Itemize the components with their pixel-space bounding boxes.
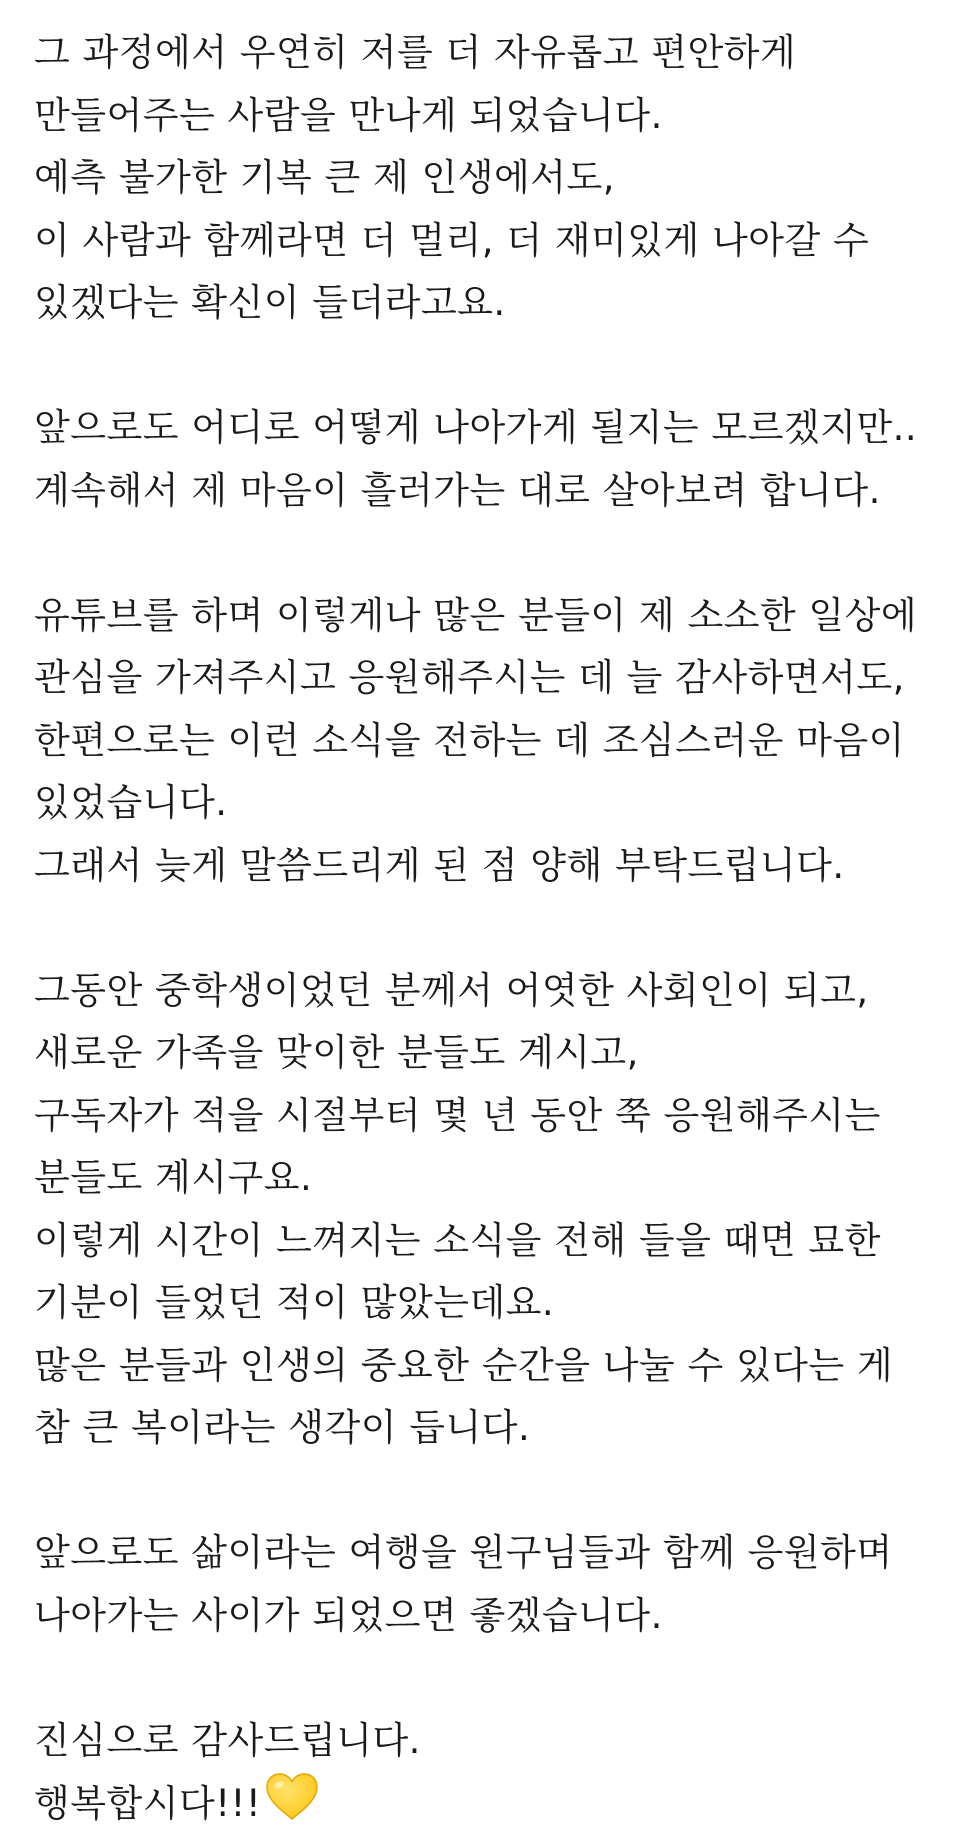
text-line: 많은 분들과 인생의 중요한 순간을 나눌 수 있다는 게	[34, 1343, 894, 1387]
text-line: 유튜브를 하며 이렇게나 많은 분들이 제 소소한 일상에	[34, 593, 918, 637]
text-line: 그동안 중학생이었던 분께서 어엿한 사회인이 되고,	[34, 968, 869, 1012]
paragraph-3	[34, 585, 954, 898]
paragraph-gap	[34, 335, 954, 398]
closing-text: 행복합시다!!!	[34, 1782, 262, 1825]
paragraph-5	[34, 1522, 954, 1647]
text-line: 앞으로도 삶이라는 여행을 원구님들과 함께 응원하며	[34, 1531, 893, 1574]
text-line: 분들도 계시구요.	[34, 1156, 313, 1199]
text-line: 진심으로 감사드립니다.	[34, 1718, 421, 1762]
paragraph-1	[34, 22, 954, 335]
paragraph-4	[34, 960, 954, 1460]
text-line: 만들어주는 사람을 만나게 되었습니다.	[34, 93, 663, 137]
paragraph-6	[34, 1710, 954, 1835]
text-line: 나아가는 사이가 되었으면 좋겠습니다.	[34, 1593, 663, 1637]
text-line: 이 사람과 함께라면 더 멀리, 더 재미있게 나아갈 수	[34, 218, 870, 262]
text-line: 이렇게 시간이 느껴지는 소식을 전해 들을 때면 묘한	[34, 1218, 881, 1262]
text-line: 예측 불가한 기복 큰 제 인생에서도,	[34, 156, 615, 199]
text-line: 기분이 들었던 적이 많았는데요.	[34, 1281, 555, 1324]
text-line: 한편으로는 이런 소식을 전하는 데 조심스러운 마음이	[34, 718, 905, 762]
text-line: 계속해서 제 마음이 흘러가는 대로 살아보려 합니다.	[34, 468, 881, 512]
paragraph-2	[34, 397, 954, 522]
paragraph-gap	[34, 1460, 954, 1523]
paragraph-gap	[34, 1647, 954, 1710]
text-line: 새로운 가족을 맞이한 분들도 계시고,	[34, 1031, 639, 1074]
text-line: 있었습니다.	[34, 781, 228, 824]
text-line: 구독자가 적을 시절부터 몇 년 동안 쭉 응원해주시는	[34, 1093, 881, 1137]
paragraph-gap	[34, 897, 954, 960]
letter-body	[34, 22, 954, 1835]
yellow-heart-icon	[263, 1772, 321, 1842]
closing-line	[34, 1772, 954, 1835]
text-line: 앞으로도 어디로 어떻게 나아가게 될지는 모르겠지만..	[34, 406, 918, 449]
text-line: 그래서 늦게 말씀드리게 된 점 양해 부탁드립니다.	[34, 843, 845, 887]
text-line: 관심을 가져주시고 응원해주시는 데 늘 감사하면서도,	[34, 656, 905, 699]
text-line: 참 큰 복이라는 생각이 듭니다.	[34, 1406, 531, 1449]
paragraph-gap	[34, 522, 954, 585]
text-line: 있겠다는 확신이 들더라고요.	[34, 281, 506, 324]
text-line: 그 과정에서 우연히 저를 더 자유롭고 편안하게	[34, 31, 797, 74]
